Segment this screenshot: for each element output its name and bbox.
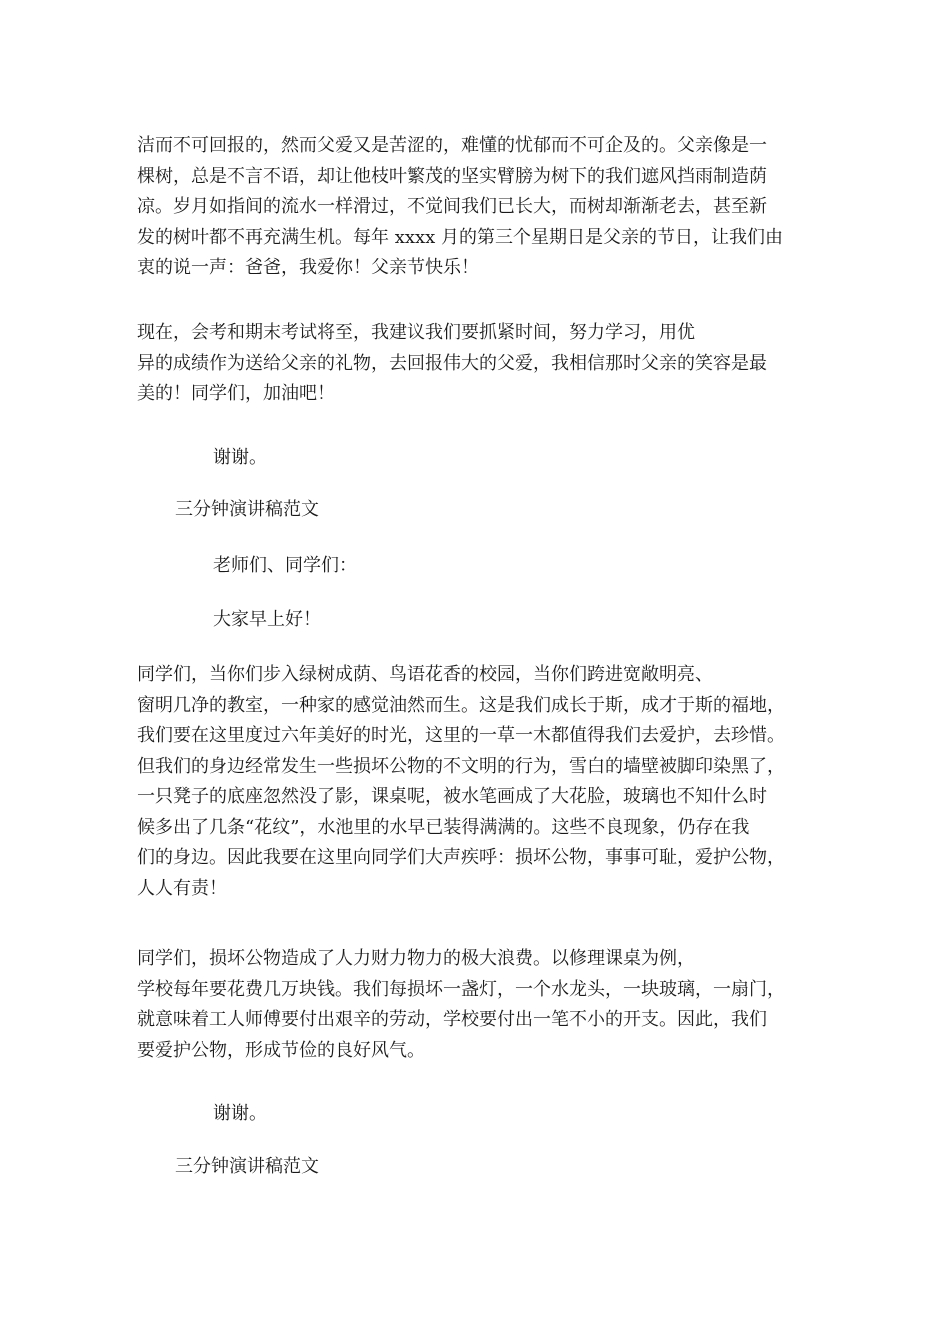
paragraph-public-property: 同学们，损坏公物造成了人力财力物力的极大浪费。以修理课桌为例， 学校每年要花费几万块钱。我们每损坏一盏灯，一个水龙头，一块玻璃，一扇门， 就意味着工人师傅要付出艰辛的劳动，学校要付出一笔不小的开支。因此，我们 要爱护公物，形成节俭的良好风气。 (137, 948, 785, 1061)
paragraph-fathers-love: 洁而不可回报的，然而父爱又是苦涩的，难懂的忧郁而不可企及的。父亲像是一 棵树，总是不言不语，却让他枝叶繁茂的坚实臂膀为树下的我们遮风挡雨制造荫 凉。岁月如指间的流水一样滑过，不觉间我们已长大，而树却渐渐老去，甚至新 发的树叶都不再充满生机。每年 xxxx 月的第三个星期日是父亲的节日，让我们由 衷的说一声：爸爸，我爱你！父亲节快乐！ (137, 135, 784, 278)
thanks-line: 谢谢。 (213, 447, 267, 468)
section-heading: 三分钟演讲稿范文 (175, 1156, 319, 1177)
thanks-line: 谢谢。 (213, 1103, 267, 1124)
paragraph-exam-advice: 现在，会考和期末考试将至，我建议我们要抓紧时间，努力学习，用优 异的成绩作为送给父亲的礼物，去回报伟大的父爱，我相信那时父亲的笑容是最 美的！同学们，加油吧！ (137, 322, 767, 404)
greeting-line: 大家早上好！ (213, 609, 321, 630)
section-heading: 三分钟演讲稿范文 (175, 499, 319, 520)
salutation-line: 老师们、同学们： (213, 555, 357, 576)
paragraph-campus: 同学们，当你们步入绿树成荫、鸟语花香的校园，当你们跨进宽敞明亮、 窗明几净的教室，一种家的感觉油然而生。这是我们成长于斯，成才于斯的福地， 我们要在这里度过六年美好的时光，这里的一草一木都值得我们去爱护，去珍惜。 但我们的身边经常发生一些损坏公物的不文明的行为，雪白的墙壁被脚印染黑了， 一只凳子的底座忽然没了影，课桌呢，被水笔画成了大花脸，玻璃也不知什么时 候多出了几条“花纹”，水池里的水早已装得满满的。这些不良现象，仍存在我 们的身边。因此我要在这里向同学们大声疾呼：损坏公物，事事可耻，爱护公物， 人人有责！ (137, 664, 785, 899)
